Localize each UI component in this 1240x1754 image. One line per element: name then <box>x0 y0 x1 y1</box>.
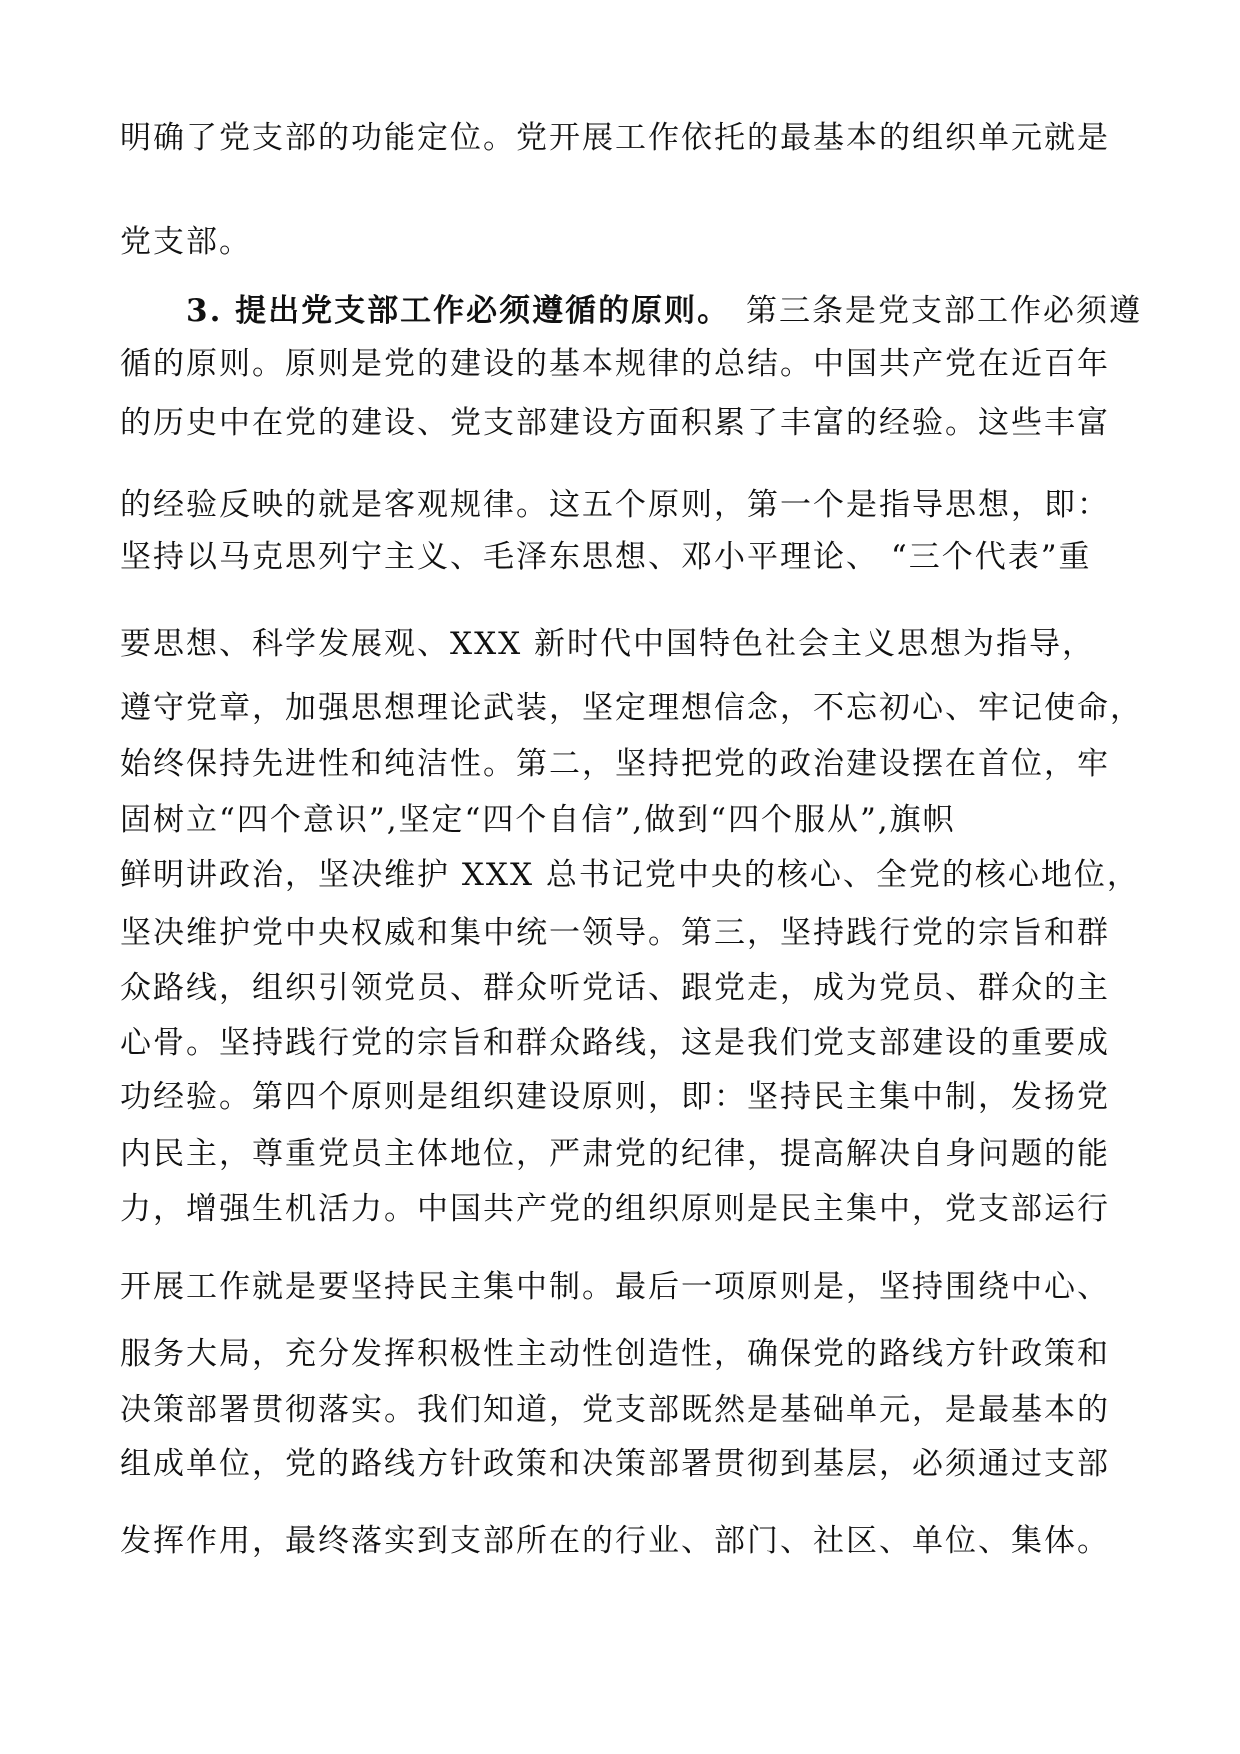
paragraph-line-4: 循的原则。原则是党的建设的基本规律的总结。中国共产党在近百年 <box>120 346 1110 382</box>
paragraph-line-6: 的经验反映的就是客观规律。这五个原则，第一个是指导思想，即： <box>120 487 1110 523</box>
paragraph-line-19: 开展工作就是要坚持民主集中制。最后一项原则是，坚持围绕中心、 <box>120 1269 1110 1305</box>
paragraph-line-16: 功经验。第四个原则是组织建设原则，即：坚持民主集中制，发扬党 <box>120 1079 1110 1115</box>
paragraph-line-5: 的历史中在党的建设、党支部建设方面积累了丰富的经验。这些丰富 <box>120 405 1110 441</box>
paragraph-line-18: 力，增强生机活力。中国共产党的组织原则是民主集中，党支部运行 <box>120 1191 1110 1227</box>
paragraph-line-15: 心骨。坚持践行党的宗旨和群众路线，这是我们党支部建设的重要成 <box>120 1025 1110 1061</box>
paragraph-line-22: 组成单位，党的路线方针政策和决策部署贯彻到基层，必须通过支部 <box>120 1446 1110 1482</box>
paragraph-line-7: 坚持以马克思列宁主义、毛泽东思想、邓小平理论、 “三个代表”重 <box>120 539 1092 575</box>
paragraph-line-11: 固树立“四个意识”,坚定“四个自信”,做到“四个服从”,旗帜 <box>120 802 956 838</box>
paragraph-line-3: 第三条是党支部工作必须遵 <box>746 293 1142 329</box>
paragraph-line-2: 党支部。 <box>120 224 252 260</box>
paragraph-line-1: 明确了党支部的功能定位。党开展工作依托的最基本的组织单元就是 <box>120 120 1110 156</box>
paragraph-line-13: 坚决维护党中央权威和集中统一领导。第三，坚持践行党的宗旨和群 <box>120 915 1110 951</box>
paragraph-line-17: 内民主，尊重党员主体地位，严肃党的纪律，提高解决自身问题的能 <box>120 1136 1110 1172</box>
paragraph-line-8: 要思想、科学发展观、XXX 新时代中国特色社会主义思想为指导， <box>120 626 1096 662</box>
section-heading: 3. 提出党支部工作必须遵循的原则。 <box>186 293 731 329</box>
paragraph-line-10: 始终保持先进性和纯洁性。第二，坚持把党的政治建设摆在首位，牢 <box>120 746 1110 782</box>
paragraph-line-9: 遵守党章，加强思想理论武装，坚定理想信念，不忘初心、牢记使命， <box>120 690 1143 726</box>
paragraph-line-14: 众路线，组织引领党员、群众听党话、跟党走，成为党员、群众的主 <box>120 970 1110 1006</box>
paragraph-line-23: 发挥作用，最终落实到支部所在的行业、部门、社区、单位、集体。 <box>120 1523 1110 1559</box>
paragraph-line-12: 鲜明讲政治，坚决维护 XXX 总书记党中央的核心、全党的核心地位， <box>120 857 1140 893</box>
paragraph-line-21: 决策部署贯彻落实。我们知道，党支部既然是基础单元，是最基本的 <box>120 1392 1110 1428</box>
paragraph-line-20: 服务大局，充分发挥积极性主动性创造性，确保党的路线方针政策和 <box>120 1336 1110 1372</box>
